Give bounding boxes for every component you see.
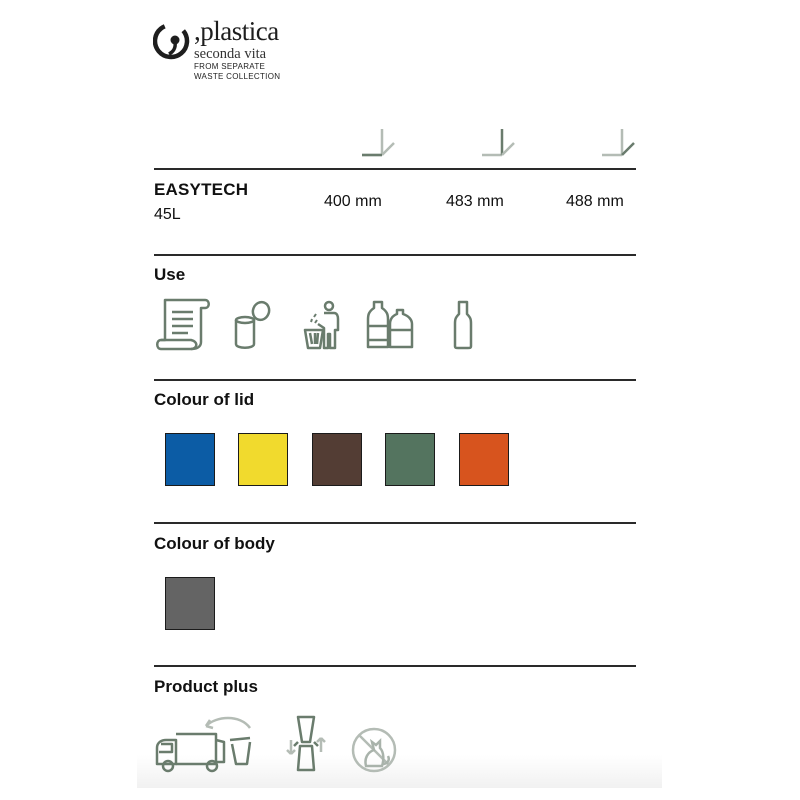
logo-mark-icon xyxy=(153,20,193,66)
lid-colour-title: Colour of lid xyxy=(154,390,255,409)
paper-icon xyxy=(155,296,213,352)
divider xyxy=(154,665,636,667)
product-plus-title: Product plus xyxy=(154,677,258,696)
brand-logo[interactable] xyxy=(153,16,293,86)
divider xyxy=(154,379,636,381)
use-section-title: Use xyxy=(154,265,186,284)
plastic-bottles-icon xyxy=(364,300,416,350)
glass-bottle-icon xyxy=(450,300,476,350)
truck-collection-icon xyxy=(154,714,256,774)
width-dimension-icon xyxy=(358,127,398,161)
body-colour-title: Colour of body xyxy=(154,534,275,553)
height-value: 488 mm xyxy=(566,193,624,210)
lid-colour-swatch[interactable] xyxy=(459,433,509,486)
general-waste-icon xyxy=(302,300,342,350)
metal-can-icon xyxy=(232,300,272,350)
logo-brand-text: ,plastica xyxy=(194,16,279,46)
logo-caption-line-2: WASTE COLLECTION xyxy=(194,72,281,81)
height-dimension-icon xyxy=(598,127,638,161)
divider xyxy=(154,254,636,256)
body-colour-swatch[interactable] xyxy=(165,577,215,630)
logo-caption-line-1: FROM SEPARATE xyxy=(194,62,266,71)
lid-colour-swatch[interactable] xyxy=(312,433,362,486)
logo-tagline: seconda vita xyxy=(194,46,267,62)
stackable-icon xyxy=(284,714,328,774)
product-name: EASYTECH xyxy=(154,180,249,199)
lid-colour-swatch[interactable] xyxy=(238,433,288,486)
depth-dimension-icon xyxy=(478,127,518,161)
divider xyxy=(154,168,636,170)
lid-colour-swatch[interactable] xyxy=(385,433,435,486)
lid-colour-swatch[interactable] xyxy=(165,433,215,486)
depth-value: 483 mm xyxy=(446,193,504,210)
anti-animal-icon xyxy=(350,726,398,774)
width-value: 400 mm xyxy=(324,193,382,210)
product-capacity: 45L xyxy=(154,206,181,223)
divider xyxy=(154,522,636,524)
